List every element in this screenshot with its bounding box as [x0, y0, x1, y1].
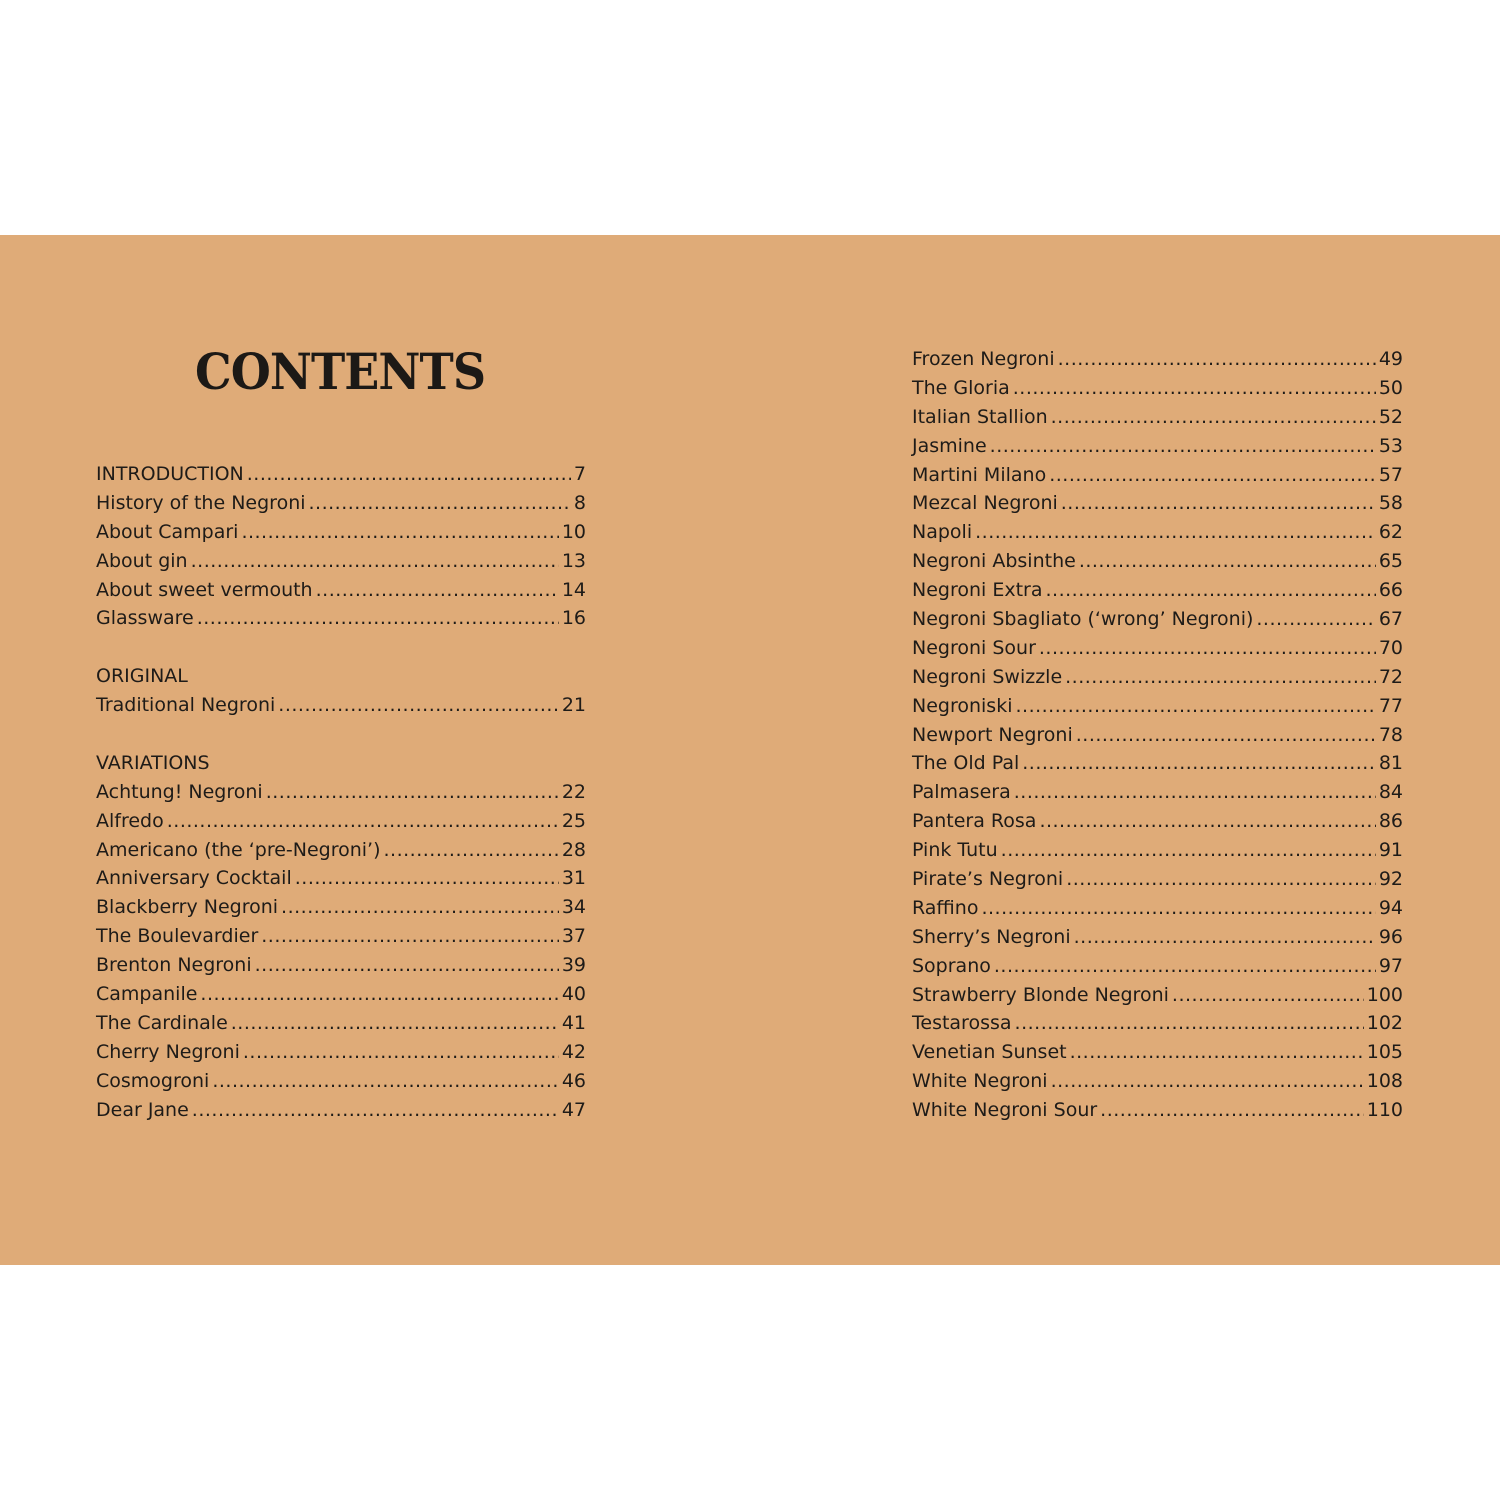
toc-entry-page-number: 96 — [1378, 925, 1403, 948]
toc-entry-label: Glassware — [96, 607, 194, 630]
section-spacer — [96, 633, 586, 662]
dot-leader — [1039, 634, 1376, 663]
toc-entry-negroni-sbagliato-wrong-negroni[interactable] — [912, 605, 1403, 634]
toc-entry-page-number: 108 — [1366, 1070, 1403, 1093]
toc-entry-label: The Cardinale — [96, 1011, 228, 1034]
toc-entry-label: Newport Negroni — [912, 723, 1073, 746]
dot-leader — [975, 518, 1376, 547]
toc-entry-page-number: 57 — [1378, 463, 1403, 486]
toc-entry-label: Sherry’s Negroni — [912, 925, 1071, 948]
toc-entry-page-number: 84 — [1378, 781, 1403, 804]
toc-entry-brenton-negroni[interactable] — [96, 951, 586, 980]
dot-leader — [1039, 807, 1375, 836]
toc-entry-anniversary-cocktail[interactable] — [96, 864, 586, 893]
dot-leader — [261, 922, 559, 951]
toc-entry-label: Alfredo — [96, 809, 164, 832]
toc-entry-the-cardinale[interactable] — [96, 1009, 586, 1038]
toc-entry-martini-milano[interactable] — [912, 461, 1403, 490]
toc-entry-label: White Negroni Sour — [912, 1099, 1098, 1122]
toc-entry-page-number: 94 — [1378, 896, 1403, 919]
toc-entry-label: About sweet vermouth — [96, 578, 313, 601]
toc-entry-page-number: 21 — [561, 694, 586, 717]
toc-entry-label: Raffino — [912, 896, 979, 919]
toc-entry-page-number: 78 — [1378, 723, 1403, 746]
toc-entry-label: Negroni Sour — [912, 636, 1036, 659]
dot-leader — [1058, 345, 1376, 374]
dot-leader — [241, 518, 558, 547]
dot-leader — [1049, 461, 1376, 490]
dot-leader — [1061, 489, 1376, 518]
toc-entry-page-number: 53 — [1378, 434, 1403, 457]
toc-entry-americano-the-pre-negroni[interactable] — [96, 836, 586, 865]
toc-entry-label: White Negroni — [912, 1070, 1048, 1093]
toc-entry-page-number: 105 — [1366, 1041, 1403, 1064]
toc-entry-achtung-negroni[interactable] — [96, 778, 586, 807]
toc-entry-label: Pink Tutu — [912, 839, 998, 862]
dot-leader — [212, 1067, 558, 1096]
toc-entry-label: The Gloria — [912, 376, 1010, 399]
dot-leader — [1100, 1096, 1364, 1125]
toc-entry-about-gin[interactable] — [96, 547, 586, 576]
toc-entry-page-number: 10 — [561, 520, 586, 543]
toc-entry-label: Negroniski — [912, 694, 1013, 717]
toc-entry-label: Brenton Negroni — [96, 954, 252, 977]
toc-entry-campanile[interactable] — [96, 980, 586, 1009]
toc-entry-soprano[interactable] — [912, 952, 1403, 981]
toc-entry-label: Palmasera — [912, 781, 1011, 804]
toc-entry-page-number: 52 — [1378, 405, 1403, 428]
dot-leader — [200, 980, 558, 1009]
toc-entry-page-number: 22 — [561, 780, 586, 803]
toc-entry-page-number: 102 — [1366, 1012, 1403, 1035]
toc-entry-page-number: 16 — [561, 607, 586, 630]
toc-entry-traditional-negroni[interactable] — [96, 691, 586, 720]
toc-entry-page-number: 65 — [1378, 550, 1403, 573]
dot-leader — [981, 894, 1375, 923]
dot-leader — [1074, 923, 1376, 952]
toc-entry-label: The Boulevardier — [96, 925, 259, 948]
dot-leader — [1065, 663, 1376, 692]
toc-entry-page-number: 42 — [561, 1040, 586, 1063]
toc-entry-label: About gin — [96, 549, 188, 572]
toc-entry-label: INTRODUCTION — [96, 463, 244, 485]
toc-entry-label: Frozen Negroni — [912, 348, 1055, 370]
toc-entry-label: The Old Pal — [912, 752, 1020, 775]
toc-entry-label: Anniversary Cocktail — [96, 867, 292, 890]
dot-leader — [1172, 981, 1364, 1010]
toc-entry-strawberry-blonde-negroni[interactable] — [912, 981, 1403, 1010]
toc-entry-about-campari[interactable] — [96, 518, 586, 547]
dot-leader — [1015, 1009, 1364, 1038]
toc-entry-label: Negroni Swizzle — [912, 665, 1063, 688]
toc-entry-sherry-s-negroni[interactable] — [912, 923, 1403, 952]
toc-entry-label: Negroni Absinthe — [912, 550, 1076, 573]
dot-leader — [255, 951, 559, 980]
toc-entry-page-number: 70 — [1378, 636, 1403, 659]
toc-right-column — [912, 345, 1403, 1125]
toc-entry-page-number: 25 — [561, 809, 586, 832]
toc-entry-label: Achtung! Negroni — [96, 780, 263, 803]
toc-entry-history-of-the-negroni[interactable] — [96, 489, 586, 518]
dot-leader — [278, 691, 559, 720]
toc-entry-blackberry-negroni[interactable] — [96, 893, 586, 922]
toc-entry-label: Dear Jane — [96, 1098, 189, 1121]
toc-entry-page-number: 92 — [1378, 868, 1403, 891]
toc-entry-page-number: 62 — [1378, 521, 1403, 544]
toc-entry-pirate-s-negroni[interactable] — [912, 865, 1403, 894]
toc-entry-label: Soprano — [912, 954, 991, 977]
dot-leader — [309, 489, 571, 518]
dot-leader — [191, 547, 559, 576]
dot-leader — [281, 893, 559, 922]
toc-entry-label: Pantera Rosa — [912, 810, 1037, 833]
toc-entry-raffino[interactable] — [912, 894, 1403, 923]
dot-leader — [316, 576, 559, 605]
toc-entry-newport-negroni[interactable] — [912, 721, 1403, 750]
toc-entry-page-number: 40 — [561, 983, 586, 1006]
toc-entry-label: Martini Milano — [912, 463, 1047, 486]
toc-entry-page-number: 58 — [1378, 492, 1403, 515]
dot-leader — [295, 864, 559, 893]
toc-entry-page-number: 28 — [561, 838, 586, 861]
toc-entry-page-number: 91 — [1378, 839, 1403, 862]
toc-entry-cherry-negroni[interactable] — [96, 1038, 586, 1067]
toc-entry-label: Venetian Sunset — [912, 1041, 1067, 1064]
toc-entry-page-number: 50 — [1378, 376, 1403, 399]
toc-entry-label: Traditional Negroni — [96, 694, 276, 717]
toc-entry-page-number: 31 — [561, 867, 586, 890]
toc-entry-page-number: 37 — [561, 925, 586, 948]
toc-entry-page-number: 34 — [561, 896, 586, 919]
toc-entry-label: Pirate’s Negroni — [912, 868, 1064, 891]
dot-leader — [192, 1096, 559, 1125]
dot-leader — [1013, 374, 1376, 403]
dot-leader — [990, 432, 1376, 461]
dot-leader — [1046, 576, 1376, 605]
toc-entry-page-number: 39 — [561, 954, 586, 977]
toc-entry-page-number: 8 — [573, 491, 586, 514]
toc-entry-label: Jasmine — [912, 434, 987, 457]
toc-entry-cosmogroni[interactable] — [96, 1067, 586, 1096]
dot-leader — [1070, 1038, 1364, 1067]
toc-entry-pink-tutu[interactable] — [912, 836, 1403, 865]
section-spacer — [96, 720, 586, 749]
contents-title: CONTENTS — [195, 342, 486, 401]
dot-leader — [1015, 692, 1375, 721]
toc-entry-frozen-negroni[interactable] — [912, 345, 1403, 374]
dot-leader — [384, 836, 559, 865]
toc-entry-negroni-extra[interactable] — [912, 576, 1403, 605]
toc-entry-label: Americano (the ‘pre-Negroni’) — [96, 838, 381, 861]
toc-entry-negroni-swizzle[interactable] — [912, 663, 1403, 692]
dot-leader — [247, 460, 571, 489]
section-heading-original: ORIGINAL — [96, 665, 188, 688]
toc-entry-label: Negroni Extra — [912, 579, 1043, 602]
dot-leader — [1014, 778, 1376, 807]
toc-entry-white-negroni[interactable] — [912, 1067, 1403, 1096]
toc-entry-page-number: 47 — [561, 1098, 586, 1121]
toc-entry-pantera-rosa[interactable] — [912, 807, 1403, 836]
toc-entry-mezcal-negroni[interactable] — [912, 489, 1403, 518]
toc-left-column — [96, 460, 586, 1124]
toc-entry-italian-stallion[interactable] — [912, 403, 1403, 432]
toc-entry-the-gloria[interactable] — [912, 374, 1403, 403]
toc-entry-page-number: 66 — [1378, 579, 1403, 602]
toc-entry-the-old-pal[interactable] — [912, 749, 1403, 778]
toc-entry-introduction[interactable] — [96, 460, 586, 489]
toc-entry-jasmine[interactable] — [912, 432, 1403, 461]
toc-entry-label: Italian Stallion — [912, 405, 1048, 428]
toc-entry-venetian-sunset[interactable] — [912, 1038, 1403, 1067]
dot-leader — [1066, 865, 1376, 894]
toc-entry-glassware[interactable] — [96, 604, 586, 633]
toc-entry-page-number: 97 — [1378, 954, 1403, 977]
toc-entry-page-number: 100 — [1366, 983, 1403, 1006]
dot-leader — [266, 778, 559, 807]
toc-entry-page-number: 67 — [1378, 608, 1403, 631]
dot-leader — [167, 807, 559, 836]
toc-entry-negroniski[interactable] — [912, 692, 1403, 721]
toc-entry-dear-jane[interactable] — [96, 1096, 586, 1125]
toc-entry-page-number: 49 — [1378, 348, 1403, 370]
dot-leader — [1079, 547, 1376, 576]
dot-leader — [231, 1009, 559, 1038]
toc-entry-page-number: 72 — [1378, 665, 1403, 688]
toc-entry-page-number: 41 — [561, 1011, 586, 1034]
toc-entry-page-number: 46 — [561, 1069, 586, 1092]
toc-entry-label: Cosmogroni — [96, 1069, 210, 1092]
toc-entry-label: Napoli — [912, 521, 973, 544]
toc-entry-page-number: 86 — [1378, 810, 1403, 833]
toc-entry-label: Testarossa — [912, 1012, 1012, 1035]
toc-entry-page-number: 110 — [1366, 1099, 1403, 1122]
dot-leader — [1256, 605, 1375, 634]
toc-entry-label: Campanile — [96, 983, 198, 1006]
toc-entry-white-negroni-sour[interactable] — [912, 1096, 1403, 1125]
toc-entry-testarossa[interactable] — [912, 1009, 1403, 1038]
dot-leader — [1051, 403, 1376, 432]
toc-entry-page-number: 13 — [561, 549, 586, 572]
dot-leader — [1076, 721, 1376, 750]
toc-entry-label: Mezcal Negroni — [912, 492, 1058, 515]
dot-leader — [197, 604, 559, 633]
dot-leader — [994, 952, 1376, 981]
toc-entry-alfredo[interactable] — [96, 807, 586, 836]
toc-entry-page-number: 14 — [561, 578, 586, 601]
toc-entry-label: Blackberry Negroni — [96, 896, 279, 919]
toc-entry-negroni-sour[interactable] — [912, 634, 1403, 663]
toc-entry-about-sweet-vermouth[interactable] — [96, 576, 586, 605]
toc-entry-napoli[interactable] — [912, 518, 1403, 547]
toc-entry-label: Negroni Sbagliato (‘wrong’ Negroni) — [912, 608, 1254, 631]
dot-leader — [1022, 749, 1376, 778]
toc-entry-the-boulevardier[interactable] — [96, 922, 586, 951]
dot-leader — [243, 1038, 559, 1067]
dot-leader — [1051, 1067, 1364, 1096]
toc-entry-label: History of the Negroni — [96, 491, 306, 514]
toc-entry-page-number: 81 — [1378, 752, 1403, 775]
section-heading-variations: VARIATIONS — [96, 751, 210, 774]
dot-leader — [1001, 836, 1376, 865]
toc-entry-label: Cherry Negroni — [96, 1040, 240, 1063]
toc-entry-label: Strawberry Blonde Negroni — [912, 983, 1169, 1006]
toc-entry-page-number: 77 — [1378, 694, 1403, 717]
toc-entry-negroni-absinthe[interactable] — [912, 547, 1403, 576]
toc-entry-page-number: 7 — [573, 463, 586, 485]
toc-entry-palmasera[interactable] — [912, 778, 1403, 807]
toc-entry-label: About Campari — [96, 520, 239, 543]
